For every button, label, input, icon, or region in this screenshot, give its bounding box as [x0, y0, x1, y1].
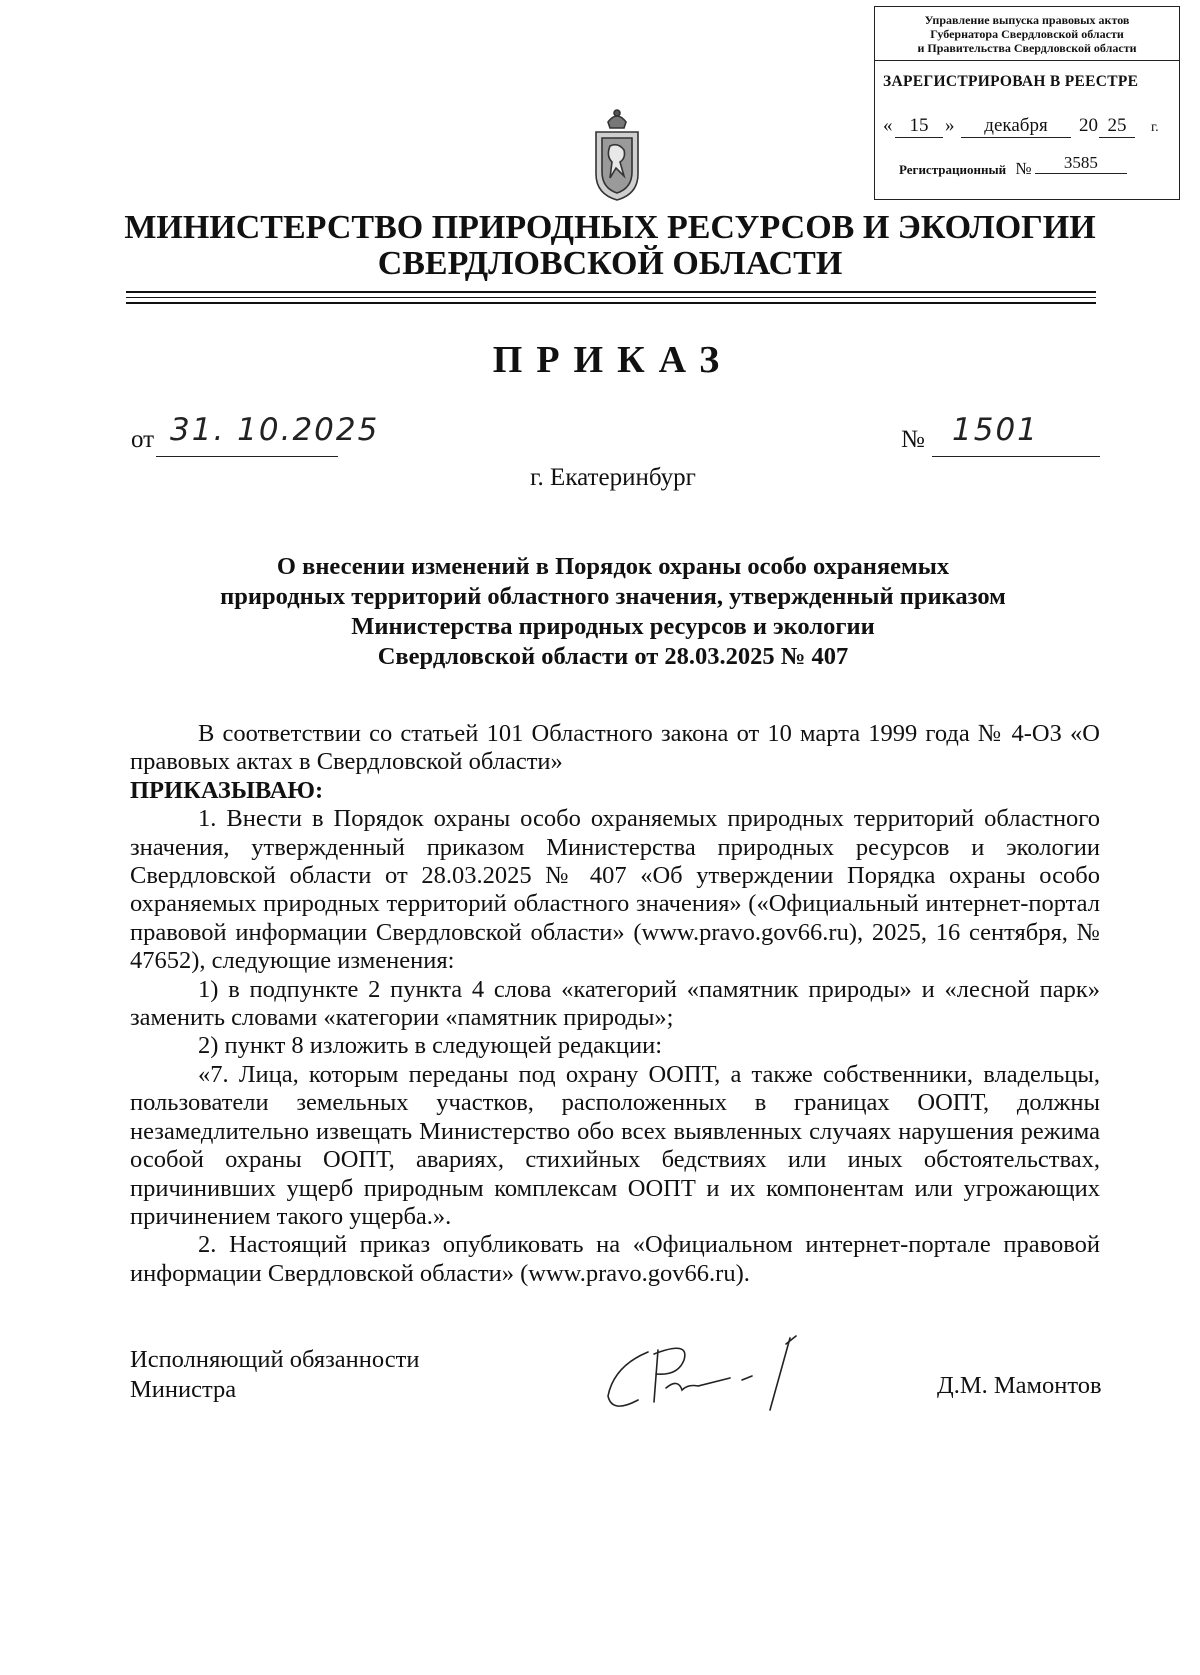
item-1-2-new-text: «7. Лица, которым переданы под охрану ООПТ, а также собственники, владельцы, пользователи земельных участков, расположенных в границах ООПТ, должны незамедлительно извещать Министерство обо всех выявленных случаях нарушения режима особой охраны ООПТ, авариях, стихийных бедствиях или иных обстоятельствах, причинивших ущерб природным комплексам ООПТ и их компонентам или угрожающих причинением такого ущерба.».: [130, 1060, 1100, 1230]
order-directive: ПРИКАЗЫВАЮ:: [130, 776, 324, 804]
date-label: от: [131, 426, 155, 453]
signatory-position-line2: Министра: [130, 1376, 237, 1403]
stamp-header-line2: Губернатора Свердловской области: [930, 27, 1124, 41]
coat-of-arms-icon: [588, 102, 646, 202]
date-underline: [156, 456, 338, 457]
item-1-paragraph: 1. Внести в Порядок охраны особо охраняемых природных территорий областного значения, утвержденный приказом Министерства природных ресурсов и экологии Свердловской области от 28.03.2025 № 407 «Об утверждении Порядка охраны особо охраняемых природных территорий областного значения» («Официальный интернет-портал правовой информации Свердловской области» (www.pravo.gov66.ru), 2025, 16 сентября, № 47652), следующие изменения:: [130, 805, 1100, 975]
signatory-name: Д.М. Мамонтов: [937, 1372, 1102, 1399]
handwritten-signature: [600, 1330, 840, 1420]
subject-line2: природных территорий областного значения, утвержденный приказом: [220, 583, 1006, 610]
signatory-position-line1: Исполняющий обязанности: [130, 1346, 420, 1373]
subject-line4: Свердловской области от 28.03.2025 № 407: [377, 643, 849, 670]
item-2-paragraph: 2. Настоящий приказ опубликовать на «Официальном интернет-портале правовой информации Свердловской области» (www.pravo.gov66.ru).: [130, 1231, 1100, 1287]
header-divider-bottom: [126, 302, 1096, 304]
stamp-header-line3: и Правительства Свердловской области: [917, 41, 1137, 55]
stamp-quote-close: »: [945, 115, 955, 136]
header-divider-top: [126, 291, 1096, 293]
registration-stamp: [874, 6, 1180, 200]
stamp-quote-open: «: [883, 115, 893, 136]
document-title: ПРИКАЗ: [492, 339, 734, 381]
order-date-handwritten: 31. 10.2025: [170, 412, 380, 448]
stamp-year-suffix: 25: [1099, 115, 1135, 138]
stamp-reg-number-row: [899, 153, 1127, 180]
item-1-2-paragraph: 2) пункт 8 изложить в следующей редакции:: [198, 1032, 663, 1060]
stamp-reg-number: 3585: [1035, 153, 1127, 174]
stamp-date: [883, 111, 1173, 141]
stamp-num-sign: №: [1015, 159, 1032, 178]
ministry-name-line1: МИНИСТЕРСТВО ПРИРОДНЫХ РЕСУРСОВ И ЭКОЛОГИИ: [124, 209, 1096, 246]
stamp-year-abbr: г.: [1151, 120, 1159, 135]
order-subject: [0, 552, 1200, 672]
subject-line3: Министерства природных ресурсов и экологии: [351, 613, 875, 640]
order-body: [130, 720, 1100, 1288]
stamp-day: 15: [895, 115, 943, 138]
stamp-reg-label: Регистрационный: [899, 162, 1007, 177]
preamble-paragraph: В соответствии со статьей 101 Областного закона от 10 марта 1999 года № 4-ОЗ «О правовых актах в Свердловской области»: [130, 720, 1100, 776]
stamp-header: [875, 7, 1179, 61]
signatory-position: [130, 1345, 419, 1405]
item-1-1-paragraph: 1) в подпункте 2 пункта 4 слова «категорий «памятник природы» и «лесной парк» заменить словами «категории «памятник природы»;: [130, 975, 1100, 1032]
ministry-name-line2: СВЕРДЛОВСКОЙ ОБЛАСТИ: [377, 245, 843, 282]
subject-line1: О внесении изменений в Порядок охраны особо охраняемых: [276, 553, 950, 580]
stamp-header-line1: Управление выпуска правовых актов: [924, 13, 1130, 27]
header-divider-mid: [126, 297, 1096, 298]
stamp-month: декабря: [961, 115, 1071, 138]
stamp-year-prefix: 20: [1079, 115, 1098, 136]
number-underline: [932, 456, 1100, 457]
stamp-registered-label: ЗАРЕГИСТРИРОВАН В РЕЕСТРЕ: [883, 73, 1139, 90]
city: г. Екатеринбург: [530, 464, 696, 491]
order-number-handwritten: 1501: [952, 412, 1039, 448]
number-label: №: [901, 426, 925, 453]
